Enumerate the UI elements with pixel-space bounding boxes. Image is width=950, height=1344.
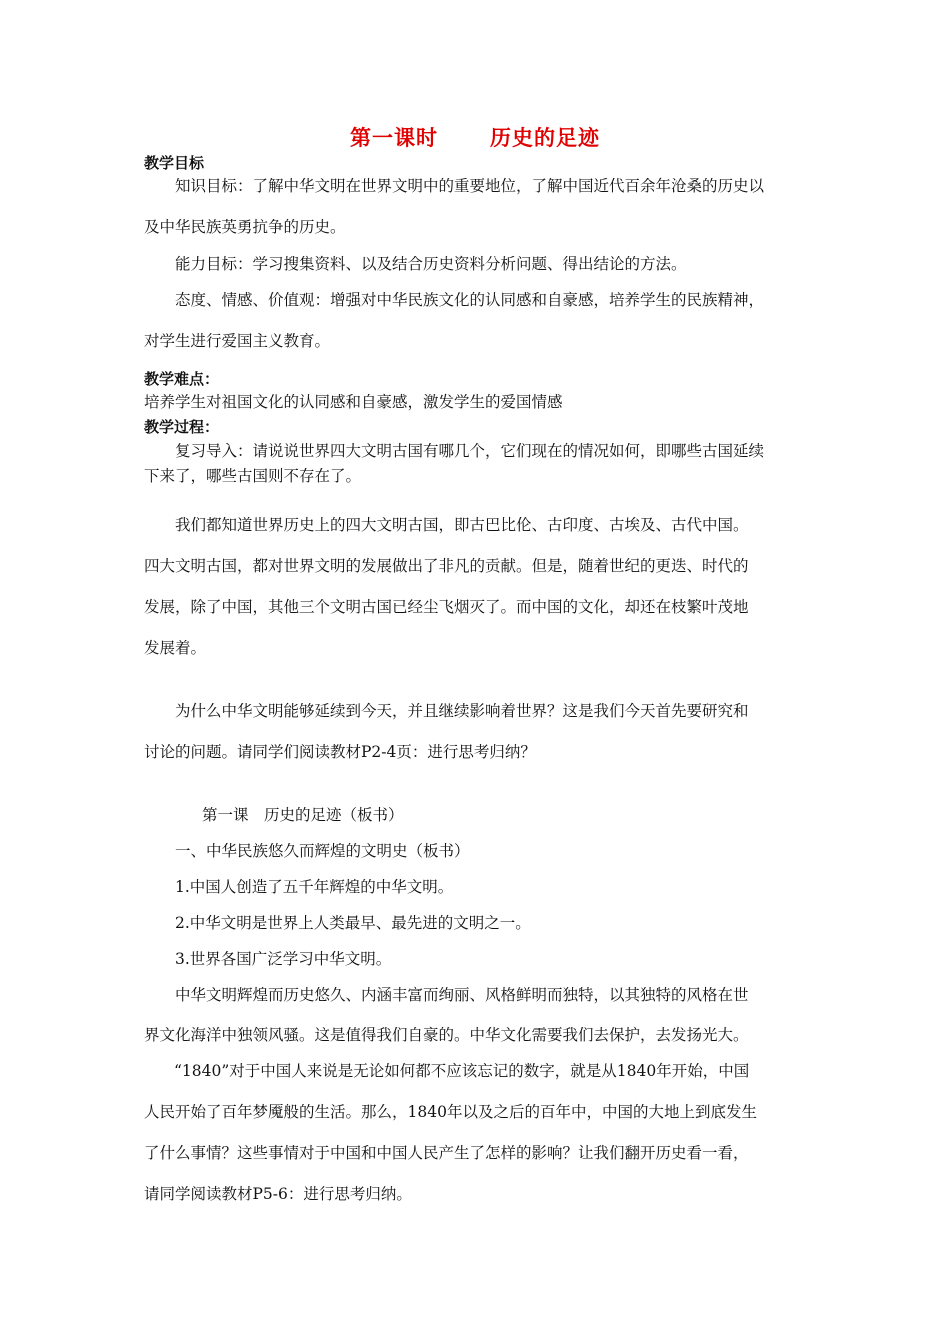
- paragraph4-line4: 请同学阅读教材P5-6：进行思考归纳。: [144, 1185, 412, 1203]
- section-one-heading: 一、中华民族悠久而辉煌的文明史（板书）: [175, 842, 470, 860]
- difficulty-heading: 教学难点：: [144, 370, 220, 388]
- paragraph4-line2: 人民开始了百年梦魇般的生活。那么，1840年以及之后的百年中，中国的大地上到底发生: [144, 1103, 757, 1121]
- process-heading: 教学过程：: [144, 418, 220, 436]
- paragraph1-line4: 发展着。: [144, 639, 207, 657]
- review-line2: 下来了，哪些古国则不存在了。: [144, 467, 362, 485]
- attitude-goal-line1: 态度、情感、价值观：增强对中华民族文化的认同感和自豪感，培养学生的民族精神，: [175, 291, 765, 309]
- paragraph4-line3: 了什么事情？这些事情对于中国和中国人民产生了怎样的影响？让我们翻开历史看一看，: [144, 1144, 749, 1162]
- paragraph3-line1: 中华文明辉煌而历史悠久、内涵丰富而绚丽、风格鲜明而独特，以其独特的风格在世: [175, 986, 749, 1004]
- paragraph1-line2: 四大文明古国，都对世界文明的发展做出了非凡的贡献。但是，随着世纪的更迭、时代的: [144, 557, 749, 575]
- point-3: 3.世界各国广泛学习中华文明。: [175, 950, 392, 968]
- paragraph4-line1: “1840”对于中国人来说是无论如何都不应该忘记的数字，就是从1840年开始，中国: [174, 1062, 750, 1080]
- title-lesson: 第一课时: [350, 126, 438, 150]
- objectives-heading: 教学目标: [144, 154, 205, 172]
- point-2: 2.中华文明是世界上人类最早、最先进的文明之一。: [175, 914, 531, 932]
- paragraph3-line2: 界文化海洋中独领风骚。这是值得我们自豪的。中华文化需要我们去保护，去发扬光大。: [144, 1026, 749, 1044]
- paragraph2-line1: 为什么中华文明能够延续到今天，并且继续影响着世界？这是我们今天首先要研究和: [175, 702, 749, 720]
- point-1: 1.中国人创造了五千年辉煌的中华文明。: [175, 878, 454, 896]
- board-title: 第一课 历史的足迹（板书）: [202, 806, 404, 824]
- page-title: [0, 122, 950, 152]
- attitude-goal-line2: 对学生进行爱国主义教育。: [144, 332, 331, 350]
- knowledge-goal-line2: 及中华民族英勇抗争的历史。: [144, 218, 346, 236]
- title-topic: 历史的足迹: [490, 126, 600, 150]
- paragraph1-line3: 发展，除了中国，其他三个文明古国已经尘飞烟灭了。而中国的文化，却还在枝繁叶茂地: [144, 598, 749, 616]
- knowledge-goal-line1: 知识目标：了解中华文明在世界文明中的重要地位，了解中国近代百余年沧桑的历史以: [175, 177, 765, 195]
- paragraph1-line1: 我们都知道世界历史上的四大文明古国，即古巴比伦、古印度、古埃及、古代中国。: [175, 516, 749, 534]
- paragraph2-line2: 讨论的问题。请同学们阅读教材P2-4页：进行思考归纳？: [144, 743, 536, 761]
- difficulty-text: 培养学生对祖国文化的认同感和自豪感，激发学生的爱国情感: [144, 393, 563, 411]
- review-line1: 复习导入：请说说世界四大文明古国有哪几个，它们现在的情况如何，即哪些古国延续: [175, 442, 765, 460]
- ability-goal: 能力目标：学习搜集资料、以及结合历史资料分析问题、得出结论的方法。: [175, 255, 687, 273]
